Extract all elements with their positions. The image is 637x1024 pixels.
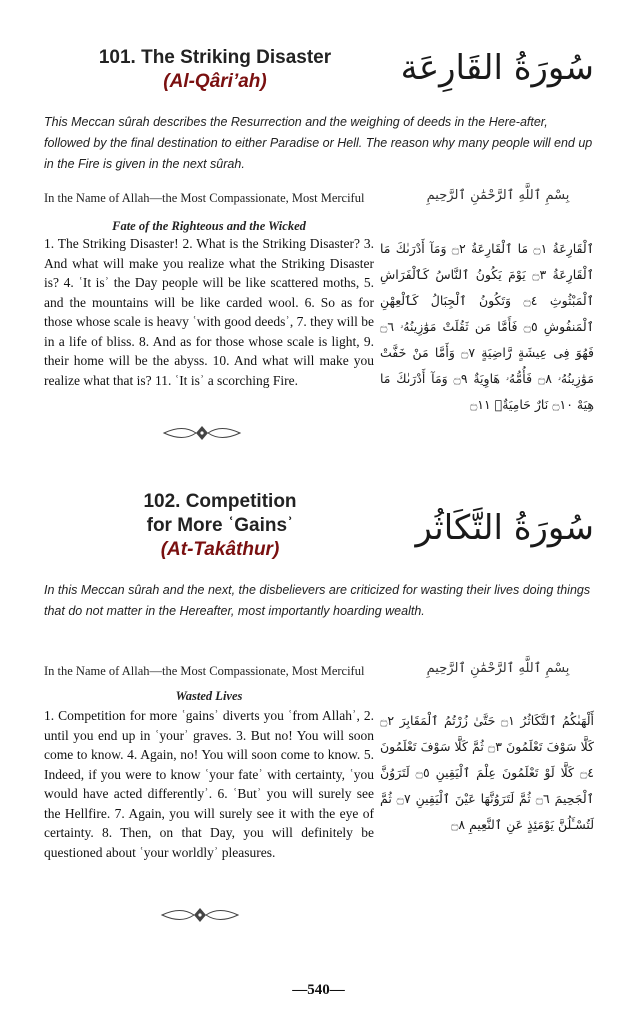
surah-102-section-heading: Wasted Lives xyxy=(175,689,243,703)
surah-102-basmala-arabic: بِسْمِ ٱللَّهِ ٱلرَّحْمَٰنِ ٱلرَّحِيمِ xyxy=(426,661,570,676)
page-number: —540— xyxy=(292,982,345,998)
surah-101-transliteration: (Al-Qâri’ah) xyxy=(163,71,267,92)
surah-101-arabic-title: سُورَةُ القَارِعَة xyxy=(400,48,594,88)
surah-101-title xyxy=(60,46,370,94)
surah-101-basmala-english: In the Name of Allah—the Most Compassionate, Most Merciful xyxy=(44,191,365,205)
surah-102-intro: In this Meccan sûrah and the next, the disbelievers are criticized for wasting their lives doing things that do not matter in the Hereafter, most importantly hoarding wealth. xyxy=(44,583,591,618)
surah-102-transliteration: (At-Takâthur) xyxy=(160,539,280,560)
surah-101-basmala-arabic: بِسْمِ ٱللَّهِ ٱلرَّحْمَٰنِ ٱلرَّحِيمِ xyxy=(426,188,570,203)
surah-102-verses-english: 1. Competition for more ʿgainsʾ diverts you ʿfrom Allahʾ, 2. until you end up in ʿyourʾ graves. 3. But no! You will soon come to know. 4. Again, no! You will soon come to know. 5. Indeed, if you were to know ʿyour fateʾ with certainty, ʿyou would have acted differentlyʾ. 6. ʿButʾ you will surely see the Hellfire. 7. Again, you will surely see it with the eye of certainty. 8. Then, on that Day, you will definitely be questioned about ʿyour worldlyʾ pleasures. xyxy=(44,708,374,860)
surah-101-verses-arabic: ٱلْقَارِعَةُ ۝١ مَا ٱلْقَارِعَةُ ۝٢ وَمَآ أَدْرَىٰكَ مَا ٱلْقَارِعَةُ ۝٣ يَوْمَ يَكُونُ ٱلنَّاسُ كَٱلْفَرَاشِ ٱلْمَبْثُوثِ ۝٤ وَتَكُونُ ٱلْجِبَالُ كَٱلْعِهْنِ ٱلْمَنفُوشِ ۝٥ فَأَمَّا مَن ثَقُلَتْ مَوَٰزِينُهُۥ ۝٦ فَهُوَ فِى عِيشَةٍ رَّاضِيَةٍ ۝٧ وَأَمَّا مَنْ خَفَّتْ مَوَٰزِينُهُۥ ۝٨ فَأُمُّهُۥ هَاوِيَةٌ ۝٩ وَمَآ أَدْرَىٰكَ مَا هِيَهْ ۝١٠ نَارٌ حَامِيَةٌۢ ۝١١ xyxy=(380,241,595,412)
surah-102-basmala-english: In the Name of Allah—the Most Compassionate, Most Merciful xyxy=(44,664,365,678)
surah-102-title-line2: for More ʿGainsʾ xyxy=(146,515,294,536)
surah-102-title-line1: 102. Competition xyxy=(143,491,297,512)
surah-102-title xyxy=(70,490,370,562)
surah-102-verses-arabic: أَلْهَىٰكُمُ ٱلتَّكَاثُرُ ۝١ حَتَّىٰ زُرْتُمُ ٱلْمَقَابِرَ ۝٢ كَلَّا سَوْفَ تَعْلَمُونَ ۝٣ ثُمَّ كَلَّا سَوْفَ تَعْلَمُونَ ۝٤ كَلَّا لَوْ تَعْلَمُونَ عِلْمَ ٱلْيَقِينِ ۝٥ لَتَرَوُنَّ ٱلْجَحِيمَ ۝٦ ثُمَّ لَتَرَوُنَّهَا عَيْنَ ٱلْيَقِينِ ۝٧ ثُمَّ لَتُسْـَٔلُنَّ يَوْمَئِذٍ عَنِ ٱلنَّعِيمِ ۝٨ xyxy=(380,713,594,832)
surah-101-title-text: 101. The Striking Disaster xyxy=(98,47,332,68)
surah-101-verses-english: 1. The Striking Disaster! 2. What is the Striking Disaster? 3. And what will make you realize what the Striking Disaster is? 4. ʿIt isʾ the Day people will be like scattered moths, 5. and the mountains will be like carded wool. 6. So as for those whose scale is heavy ʿwith good deedsʾ, 7. they will be in a life of bliss. 8. And as for those whose scale is light, 9. their home will be the abyss. 10. And what will make you realize what that is? 11. ʿIt isʾ a scorching Fire. xyxy=(44,236,374,388)
divider-ornament-icon xyxy=(162,424,242,442)
surah-101-intro: This Meccan sûrah describes the Resurrection and the weighing of deeds in the Here-after, followed by the final destination to either Paradise or Hell. The reason why many people will end up in the Fire is given in the next sûrah. xyxy=(44,115,593,171)
surah-101-section-heading: Fate of the Righteous and the Wicked xyxy=(112,219,306,233)
divider-ornament-icon xyxy=(160,906,240,924)
surah-102-arabic-title: سُورَةُ التَّكَاثُر xyxy=(415,508,594,548)
